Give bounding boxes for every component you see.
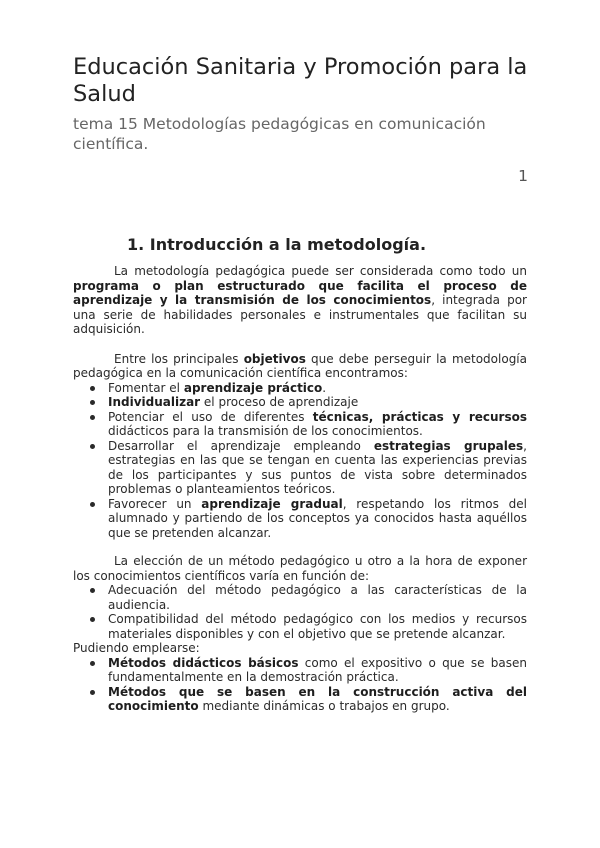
- list-item: [73, 439, 527, 497]
- list-item-post: el proceso de aprendizaje: [200, 395, 359, 409]
- bullet-dot-icon: [90, 661, 95, 666]
- document-title: Educación Sanitaria y Promoción para la Salud: [73, 54, 528, 107]
- objectives-lead-c: que debe perseguir la metodología pedagógica en la comunicación científica encontramos:: [73, 351, 527, 380]
- objectives-list: [73, 381, 527, 541]
- document-body: [73, 264, 527, 714]
- section-heading: 1. Introducción a la metodología.: [127, 235, 427, 254]
- list-item-pre: Desarrollar el aprendizaje empleando: [108, 438, 374, 453]
- list-item: [73, 381, 527, 396]
- intro-text-a: La metodología pedagógica puede ser considerada como todo un: [114, 264, 527, 278]
- methods-list: [73, 656, 527, 714]
- bullet-dot-icon: [90, 444, 95, 449]
- list-item-post: , respetando los ritmos del alumnado y partiendo de los conceptos ya conocidos hasta aquéllos que se pretenden alcanzar.: [108, 496, 527, 540]
- bullet-dot-icon: [90, 588, 95, 593]
- bullet-dot-icon: [90, 400, 95, 405]
- list-item-bold: técnicas, prácticas y recursos: [312, 409, 527, 424]
- intro-text-bold: programa o plan estructurado que facilita el proceso de aprendizaje y la transmisión de los conocimientos: [73, 278, 527, 307]
- bullet-dot-icon: [90, 690, 95, 695]
- list-item-pre: Favorecer un: [108, 496, 202, 511]
- bullet-dot-icon: [90, 617, 95, 622]
- list-item-bold: Métodos que se basen en la construcción activa del conocimiento: [108, 684, 527, 713]
- method-choice-lead: La elección de un método pedagógico u otro a la hora de exponer los conocimientos científicos varía en función de:: [73, 554, 527, 583]
- list-item-pre: Potenciar el uso de diferentes: [108, 409, 313, 424]
- list-item: [73, 410, 527, 439]
- intro-text-c: , integrada por una serie de habilidades personales e instrumentales que facilitan su adquisición.: [73, 293, 527, 336]
- list-item: [73, 656, 527, 685]
- list-item-post: .: [322, 380, 327, 395]
- bullet-dot-icon: [90, 386, 95, 391]
- list-item-pre: Fomentar el: [108, 380, 184, 395]
- list-item-text: Compatibilidad del método pedagógico con los medios y recursos materiales disponibles y con el objetivo que se pretende alcanzar.: [108, 612, 527, 641]
- list-item: [73, 583, 527, 612]
- list-item-bold: aprendizaje gradual: [201, 496, 343, 511]
- document-subtitle: tema 15 Metodologías pedagógicas en comunicación científica.: [73, 115, 486, 153]
- list-item-bold: Individualizar: [108, 395, 201, 409]
- objectives-lead-bold: objetivos: [243, 351, 306, 366]
- list-item-post: didácticos para la transmisión de los conocimientos.: [108, 424, 423, 438]
- objectives-lead-a: Entre los principales: [114, 351, 244, 366]
- list-item-post: , estrategias en las que se tengan en cuenta las experiencias previas de los participantes y sus puntos de vista sobre determinados problemas o planteamientos teóricos.: [108, 438, 527, 496]
- list-item-bold: aprendizaje práctico: [183, 380, 323, 395]
- bullet-dot-icon: [90, 415, 95, 420]
- connector-text: Pudiendo emplearse:: [73, 641, 200, 655]
- objectives-lead: [73, 352, 527, 381]
- list-item-text: Adecuación del método pedagógico a las características de la audiencia.: [108, 583, 527, 612]
- intro-paragraph: [73, 264, 527, 337]
- list-item-bold: Métodos didácticos básicos: [108, 655, 299, 670]
- criteria-list: [73, 583, 527, 641]
- list-item-bold: estrategias grupales: [373, 438, 524, 453]
- bullet-dot-icon: [90, 502, 95, 507]
- list-item: [73, 685, 527, 714]
- list-item: [73, 612, 527, 641]
- page-number: 1: [518, 167, 528, 185]
- list-item-post: mediante dinámicas o trabajos en grupo.: [198, 699, 450, 713]
- list-item-post: como el expositivo o que se basen fundamentalmente en la demostración práctica.: [108, 655, 527, 684]
- list-item: [73, 395, 527, 410]
- list-item: [73, 497, 527, 541]
